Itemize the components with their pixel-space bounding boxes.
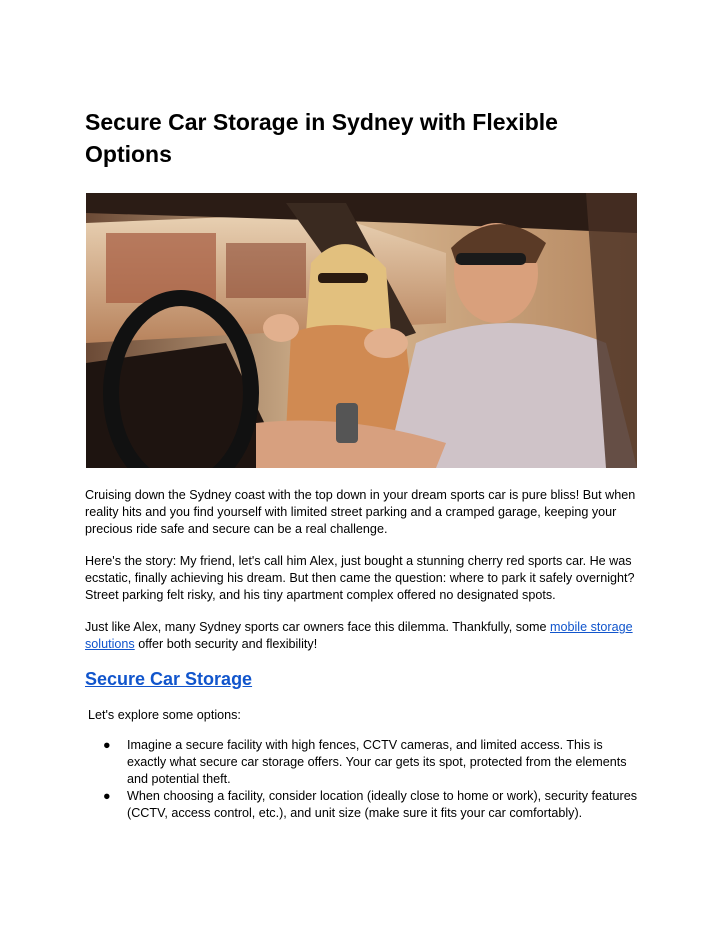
list-item [85,737,640,788]
list-item [85,788,640,822]
intro-paragraph: Cruising down the Sydney coast with the top down in your dream sports car is pure bliss! But when reality hits and you find yourself with limited street parking and a cramped garage, keeping your precious ride safe and secure can be a real challenge. [85,488,636,536]
story-paragraph: Here's the story: My friend, let's call him Alex, just bought a stunning cherry red sports car. He was ecstatic, finally achieving his dream. But then came the question: where to park it safely overnight? Street parking felt risky, and his tiny apartment complex offered no designated spots. [85,554,635,602]
section-heading-link[interactable]: Secure Car Storage [85,669,253,689]
solutions-text-before: Just like Alex, many Sydney sports car owners face this dilemma. Thankfully, some [85,620,550,634]
section-heading [85,667,252,691]
solutions-paragraph [85,619,640,653]
list-item-text: Imagine a secure facility with high fences, CCTV cameras, and limited access. This is exactly what secure car storage offers. Your car gets its spot, protected from the elements and potential theft. [127,738,627,786]
solutions-text-after: offer both security and flexibility! [134,637,318,651]
bullet-icon: ● [103,738,111,752]
bullet-icon: ● [103,789,111,803]
options-list [85,737,640,822]
page-title: Secure Car Storage in Sydney with Flexible Options [85,109,558,167]
list-item-text: When choosing a facility, consider location (ideally close to home or work), security features (CCTV, access control, etc.), and unit size (make sure it fits your car comfortably). [127,789,638,820]
mobile-storage-link[interactable]: mobile storage solutions [85,620,633,651]
section-intro: Let's explore some options: [88,708,241,722]
hero-image [86,193,637,468]
